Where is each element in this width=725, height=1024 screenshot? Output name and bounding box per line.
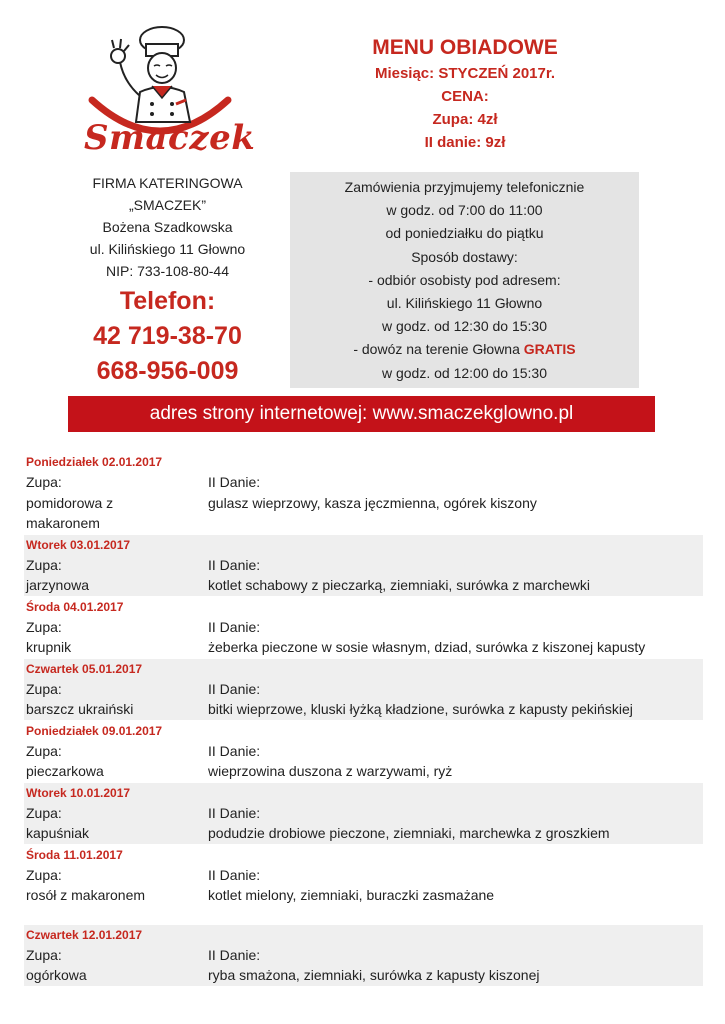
main-label: II Danie: (208, 866, 261, 883)
list-item (24, 925, 703, 987)
month-label: Miesiąc: STYCZEŃ 2017r. (374, 65, 556, 82)
soup-label: Zupa: (26, 680, 62, 697)
soup-name: krupnik (26, 639, 72, 655)
main-label: II Danie: (208, 474, 261, 490)
day-date: Poniedziałek 09.01.2017 (26, 723, 163, 738)
list-item (24, 535, 703, 597)
main-dish: wieprzowina duszona z warzywami, ryż (208, 763, 453, 779)
soup-label: Zupa: (26, 946, 62, 963)
company-nip: NIP: 733-108-80-44 (106, 263, 229, 279)
day-date: Czwartek 05.01.2017 (26, 661, 143, 676)
soup-name: kapuśniak (26, 825, 90, 841)
list-item (24, 845, 703, 907)
list-item (24, 452, 703, 535)
main-dish: gulasz wieprzowy, kasza jęczmienna, ogórek kiszony (208, 494, 537, 511)
main-dish: kotlet schabowy z pieczarką, ziemniaki, surówka z marchewki (208, 577, 591, 593)
website-link[interactable]: adres strony internetowej: www.smaczekglowno.pl (68, 396, 655, 432)
phone-number-1[interactable]: 42 719-38-70 (93, 322, 242, 350)
soup-name: ogórkowa (26, 967, 87, 983)
soup-name: jarzynowa (26, 577, 90, 593)
company-type: FIRMA KATERINGOWA (92, 175, 243, 191)
company-address: ul. Kilińskiego 11 Głowno (89, 241, 246, 257)
company-info (40, 172, 295, 282)
ordering-line: od poniedziałku do piątku (385, 225, 544, 242)
list-item (24, 721, 703, 783)
main-dish: żeberka pieczone w sosie własnym, dziad, surówka z kiszonej kapusty (208, 639, 646, 655)
main-dish: kotlet mielony, ziemniaki, buraczki zasmażane (208, 887, 495, 903)
day-date: Poniedziałek 02.01.2017 (26, 455, 163, 469)
list-item (24, 659, 703, 721)
gratis-badge: GRATIS (523, 341, 576, 358)
main-label: II Danie: (208, 946, 261, 963)
ordering-line: - odbiór osobisty pod adresem: (368, 271, 561, 288)
soup-label: Zupa: (26, 742, 62, 759)
soup-label: Zupa: (26, 556, 62, 573)
main-label: II Danie: (208, 680, 261, 697)
company-name: „SMACZEK” (129, 197, 206, 213)
soup-price: Zupa: 4zł (432, 111, 498, 128)
ordering-line: ul. Kilińskiego 11 Głowno (386, 295, 543, 312)
price-label: CENA: (441, 88, 489, 105)
main-label: II Danie: (208, 618, 261, 635)
menu-list (24, 452, 703, 987)
main-label: II Danie: (208, 742, 261, 759)
page-title: MENU OBIADOWE (372, 36, 558, 59)
main-dish: bitki wieprzowe, kluski łyżką kładzione, surówka z kapusty pekińskiej (208, 701, 633, 717)
main-price: II danie: 9zł (424, 134, 506, 151)
day-date: Wtorek 03.01.2017 (26, 537, 131, 552)
soup-name: barszcz ukraiński (26, 701, 134, 717)
main-dish: ryba smażona, ziemniaki, surówka z kapusty kiszonej (208, 967, 540, 983)
main-dish: podudzie drobiowe pieczone, ziemniaki, marchewka z groszkiem (208, 825, 610, 841)
phone-number-2[interactable]: 668-956-009 (96, 357, 239, 385)
soup-label: Zupa: (26, 474, 62, 490)
ordering-line: w godz. od 7:00 do 11:00 (386, 202, 543, 219)
day-date: Środa 04.01.2017 (26, 599, 124, 614)
company-owner: Bożena Szadkowska (102, 219, 233, 235)
soup-name-cont: makaronem (26, 515, 100, 531)
day-date: Wtorek 10.01.2017 (26, 785, 131, 800)
delivery-line (290, 338, 639, 361)
phone-block (40, 284, 295, 389)
soup-label: Zupa: (26, 618, 62, 635)
main-label: II Danie: (208, 804, 261, 821)
day-date: Czwartek 12.01.2017 (26, 927, 143, 942)
menu-header (290, 34, 640, 154)
delivery-text: - dowóz na terenie Głowna (353, 341, 524, 358)
ordering-info-box (290, 172, 639, 388)
soup-name: rosół z makaronem (26, 887, 146, 903)
delivery-hours: w godz. od 12:00 do 15:30 (381, 364, 548, 381)
soup-name: pieczarkowa (26, 763, 104, 779)
soup-label: Zupa: (26, 804, 62, 821)
list-item (24, 597, 703, 659)
main-label: II Danie: (208, 556, 261, 573)
phone-label: Telefon: (119, 287, 216, 315)
ordering-line: w godz. od 12:30 do 15:30 (381, 318, 548, 335)
soup-name: pomidorowa z (26, 494, 114, 511)
list-item (24, 783, 703, 845)
brand-logo-text: Smaczek (84, 118, 256, 158)
ordering-line: Zamówienia przyjmujemy telefonicznie (344, 179, 585, 195)
day-date: Środa 11.01.2017 (26, 847, 123, 862)
ordering-line: Sposób dostawy: (411, 248, 518, 265)
soup-label: Zupa: (26, 866, 62, 883)
